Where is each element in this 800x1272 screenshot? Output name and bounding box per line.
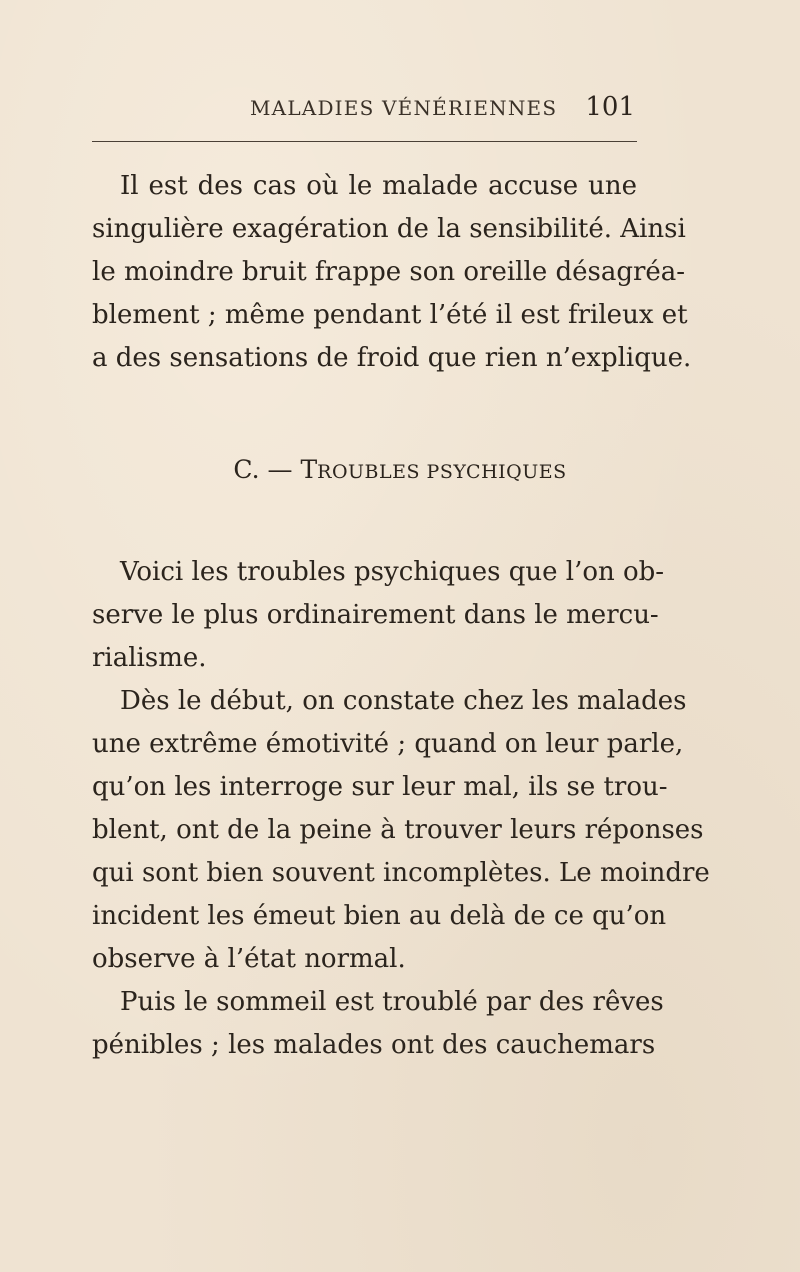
text-line: une extrême émotivité ; quand on leur parle, bbox=[92, 729, 684, 759]
section-label: C. — bbox=[233, 455, 293, 484]
paragraph-sensibility bbox=[92, 165, 692, 380]
text-line: le moindre bruit frappe son oreille désagréa- bbox=[92, 257, 686, 287]
text-line: Dès le début, on constate chez les malades bbox=[120, 686, 687, 716]
running-head bbox=[92, 92, 637, 122]
text-line: serve le plus ordinairement dans le mercu- bbox=[92, 600, 659, 630]
header-rule bbox=[92, 141, 637, 142]
running-title: MALADIES VÉNÉRIENNES bbox=[250, 96, 558, 120]
text-line: pénibles ; les malades ont des cauchemars bbox=[92, 1030, 656, 1060]
text-line: qui sont bien souvent incomplètes. Le moindre bbox=[92, 858, 710, 888]
text-line: Puis le sommeil est troublé par des rêves bbox=[120, 987, 664, 1017]
text-line: Voici les troubles psychiques que l’on ob- bbox=[120, 557, 665, 587]
text-line: singulière exagération de la sensibilité. Ainsi bbox=[92, 214, 686, 244]
paragraph-psychic-troubles bbox=[92, 551, 665, 680]
section-title-initial: T bbox=[300, 455, 318, 484]
text-line: blent, ont de la peine à trouver leurs réponses bbox=[92, 815, 704, 845]
paragraph-emotivity bbox=[92, 680, 710, 981]
page-number: 101 bbox=[585, 92, 635, 122]
text-line: a des sensations de froid que rien n’explique. bbox=[92, 343, 692, 373]
text-line: blement ; même pendant l’été il est frileux et bbox=[92, 300, 688, 330]
section-heading bbox=[0, 450, 800, 490]
text-line: incident les émeut bien au delà de ce qu’on bbox=[92, 901, 667, 931]
section-title-rest: ROUBLES PSYCHIQUES bbox=[317, 461, 567, 483]
text-line: rialisme. bbox=[92, 643, 207, 673]
text-line: observe à l’état normal. bbox=[92, 944, 406, 974]
text-line: qu’on les interroge sur leur mal, ils se trou- bbox=[92, 772, 668, 802]
paragraph-sleep bbox=[92, 981, 664, 1067]
text-line: Il est des cas où le malade accuse une bbox=[120, 171, 637, 201]
